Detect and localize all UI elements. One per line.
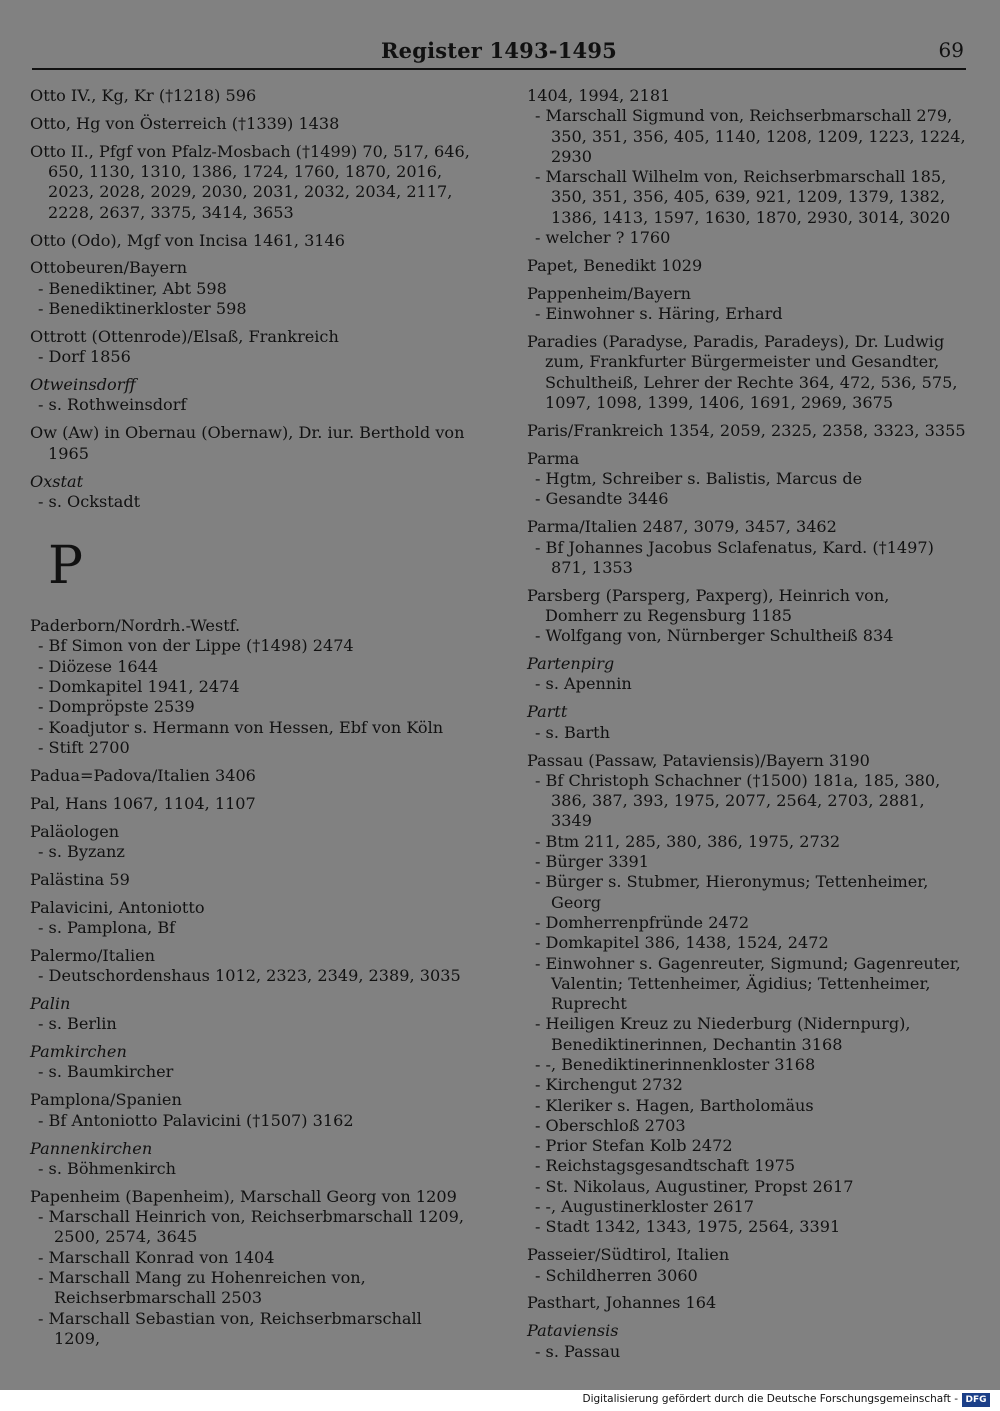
sub-entry: - s. Apennin — [535, 674, 632, 694]
entry-heading: 1404, 1994, 2181 — [527, 86, 671, 105]
index-entry — [527, 654, 967, 695]
sub-entry: - Schildherren 3060 — [535, 1265, 698, 1285]
index-entry — [527, 1245, 967, 1286]
index-entry — [30, 994, 470, 1035]
index-entry — [30, 423, 470, 464]
sub-entry: - Stift 2700 — [38, 737, 130, 757]
entry-heading: Pamplona/Spanien — [30, 1090, 182, 1110]
sub-entry: - Domkapitel 386, 1438, 1524, 2472 — [535, 933, 829, 953]
index-entry — [527, 586, 967, 647]
sub-entry: - Bf Simon von der Lippe (†1498) 2474 — [38, 636, 354, 656]
sub-entry: - s. Barth — [535, 722, 610, 742]
entry-heading: Padua=Padova/Italien 3406 — [30, 765, 256, 785]
right-column — [527, 86, 967, 1370]
entry-heading: Paderborn/Nordrh.-Westf. — [30, 616, 241, 636]
sub-entry: - Marschall Konrad von 1404 — [38, 1247, 275, 1267]
sub-entry: - s. Rothweinsdorf — [38, 395, 187, 415]
entry-heading: Parma — [527, 448, 580, 468]
index-entry — [527, 449, 967, 510]
sub-entry: - Gesandte 3446 — [535, 489, 669, 509]
entry-heading: Palästina 59 — [30, 869, 130, 889]
sub-entry: - Diözese 1644 — [38, 656, 159, 676]
index-entry — [527, 256, 967, 276]
sub-entry: - Marschall Heinrich von, Reichserbmarschall 1209, 2500, 2574, 3645 — [38, 1207, 464, 1247]
entry-heading: Otto (Odo), Mgf von Incisa 1461, 3146 — [30, 230, 346, 250]
sub-entry: - Einwohner s. Häring, Erhard — [535, 304, 783, 324]
entry-heading: Palavicini, Antoniotto — [30, 897, 205, 917]
entry-heading: Ow (Aw) in Obernau (Obernaw), Dr. iur. Berthold von 1965 — [30, 423, 465, 463]
sub-entry: - s. Baumkircher — [38, 1062, 174, 1082]
dfg-logo: DFG — [962, 1393, 990, 1407]
entry-heading: Otto IV., Kg, Kr (†1218) 596 — [30, 86, 257, 105]
sub-entry: - Marschall Mang zu Hohenreichen von, Reichserbmarschall 2503 — [38, 1267, 366, 1308]
sub-entry: - Bürger 3391 — [535, 852, 650, 872]
sub-entry: - Marschall Wilhelm von, Reichserbmarschall 185, 350, 351, 356, 405, 639, 921, 1209, 1379, 1382, 1386, 1413, 1597, 1630, 1870, 2930, 3014, 3020 — [535, 167, 951, 227]
entry-heading: Ottobeuren/Bayern — [30, 258, 188, 278]
entry-heading: Palin — [30, 994, 71, 1013]
sub-entry: - Benediktiner, Abt 598 — [38, 278, 227, 298]
sub-entry: - Kleriker s. Hagen, Bartholomäus — [535, 1095, 814, 1115]
entry-heading: Pappenheim/Bayern — [527, 283, 692, 303]
index-entry — [527, 1321, 967, 1362]
sub-entry: - Dorf 1856 — [38, 347, 131, 367]
entry-heading: Otto II., Pfgf von Pfalz-Mosbach (†1499) 70, 517, 646, 650, 1130, 1310, 1386, 1724, 1760, 1870, 2016, 2023, 2028, 2029, 2030, 2031, 2032, 2034, 2117, 2228, 2637, 3375, 3414, 3653 — [30, 141, 470, 222]
sub-entry: - s. Berlin — [38, 1014, 117, 1034]
index-entry — [30, 946, 470, 987]
sub-entry: - Bf Christoph Schachner (†1500) 181a, 185, 380, 386, 387, 393, 1975, 2077, 2564, 2703, 2881, 3349 — [535, 770, 941, 831]
funding-credit: Digitalisierung gefördert durch die Deutsche Forschungsgemeinschaft - — [582, 1393, 958, 1405]
running-header — [32, 36, 966, 70]
left-column — [30, 86, 470, 1357]
entry-heading: Palermo/Italien — [30, 945, 156, 965]
index-entry — [30, 258, 470, 319]
sub-entry: - Btm 211, 285, 380, 386, 1975, 2732 — [535, 831, 841, 851]
sub-entry: - -, Benediktinerinnenkloster 3168 — [535, 1055, 816, 1074]
entry-heading: Otto, Hg von Österreich (†1339) 1438 — [30, 113, 340, 133]
entry-heading: Passeier/Südtirol, Italien — [527, 1245, 730, 1265]
index-entry — [30, 472, 470, 513]
entry-heading: Pasthart, Johannes 164 — [527, 1293, 717, 1313]
sub-entry: - Bf Johannes Jacobus Sclafenatus, Kard. (†1497) 871, 1353 — [535, 537, 934, 577]
index-entry — [30, 114, 470, 134]
sub-entry: - Reichstagsgesandtschaft 1975 — [535, 1156, 796, 1176]
page-number: 69 — [938, 38, 964, 62]
index-entry — [30, 86, 470, 106]
entry-heading: Papenheim (Bapenheim), Marschall Georg von 1209 — [30, 1186, 457, 1206]
index-entry — [30, 327, 470, 368]
entry-heading: Papet, Benedikt 1029 — [527, 255, 703, 275]
sub-entry: - -, Augustinerkloster 2617 — [535, 1197, 754, 1217]
sub-entry: - Bürger s. Stubmer, Hieronymus; Tettenheimer, Georg — [535, 872, 929, 912]
index-entry — [30, 1187, 470, 1349]
sub-entry: - Wolfgang von, Nürnberger Schultheiß 834 — [535, 626, 894, 646]
entry-heading: Pannenkirchen — [30, 1138, 153, 1158]
entry-heading: Paris/Frankreich 1354, 2059, 2325, 2358, 3323, 3355 — [527, 420, 966, 440]
sub-entry: - Prior Stefan Kolb 2472 — [535, 1136, 733, 1156]
sub-entry: - Heiligen Kreuz zu Niederburg (Nidernpurg), Benediktinerinnen, Dechantin 3168 — [535, 1014, 911, 1054]
index-entry — [30, 1042, 470, 1083]
sub-entry: - s. Byzanz — [38, 841, 125, 861]
sub-entry: - Marschall Sigmund von, Reichserbmarschall 279, 350, 351, 356, 405, 1140, 1208, 1209, 1223, 1224, 2930 — [535, 106, 966, 166]
entry-heading: Parma/Italien 2487, 3079, 3457, 3462 — [527, 517, 837, 537]
sub-entry: - St. Nikolaus, Augustiner, Propst 2617 — [535, 1176, 854, 1196]
entry-heading: Paradies (Paradyse, Paradis, Paradeys), Dr. Ludwig zum, Frankfurter Bürgermeister und Gesandter, Schultheiß, Lehrer der Rechte 364, 472, 536, 575, 1097, 1098, 1399, 1406, 1691, 2969, 3675 — [527, 332, 958, 412]
sub-entry: - s. Böhmenkirch — [38, 1158, 177, 1178]
entry-heading: Parsberg (Parsperg, Paxperg), Heinrich von, Domherr zu Regensburg 1185 — [527, 585, 890, 625]
page-title: Register 1493-1495 — [381, 38, 617, 63]
index-entry — [527, 517, 967, 578]
sub-entry: - Deutschordenshaus 1012, 2323, 2349, 2389, 3035 — [38, 966, 461, 986]
index-entry — [30, 766, 470, 786]
index-entry — [527, 332, 967, 413]
sub-entry: - Koadjutor s. Hermann von Hessen, Ebf von Köln — [38, 717, 444, 737]
index-entry — [527, 1293, 967, 1313]
index-entry — [527, 284, 967, 325]
sub-entry: - s. Passau — [535, 1341, 621, 1361]
index-entry — [527, 421, 967, 441]
index-entry — [30, 822, 470, 863]
index-entry — [30, 870, 470, 890]
sub-entry: - Domkapitel 1941, 2474 — [38, 676, 240, 696]
footer-bar — [0, 1390, 1000, 1411]
index-entry-continued — [527, 86, 967, 248]
entry-heading: Pamkirchen — [30, 1042, 127, 1062]
entry-heading: Paläologen — [30, 821, 120, 841]
section-letter: P — [48, 536, 83, 597]
sub-entry: - Stadt 1342, 1343, 1975, 2564, 3391 — [535, 1217, 841, 1237]
sub-entry: - s. Pamplona, Bf — [38, 917, 176, 937]
sub-entry: - Benediktinerkloster 598 — [38, 299, 247, 319]
entry-heading: Pataviensis — [527, 1321, 619, 1341]
entry-heading: Ottrott (Ottenrode)/Elsaß, Frankreich — [30, 326, 339, 346]
sub-entry: - s. Ockstadt — [38, 491, 141, 511]
index-entry — [30, 898, 470, 939]
sub-entry: - Einwohner s. Gagenreuter, Sigmund; Gagenreuter, Valentin; Tettenheimer, Ägidius; Tettenheimer, Ruprecht — [535, 953, 961, 1014]
entry-heading: Otweinsdorff — [30, 375, 136, 395]
index-entry — [30, 1090, 470, 1131]
sub-entry: - Hgtm, Schreiber s. Balistis, Marcus de — [535, 469, 863, 489]
sub-entry: - Oberschloß 2703 — [535, 1115, 686, 1135]
sub-entry: - Marschall Sebastian von, Reichserbmarschall 1209, — [38, 1308, 422, 1348]
entry-heading: Partt — [527, 702, 568, 722]
index-entry — [30, 231, 470, 251]
sub-entry: - Bf Antoniotto Palavicini (†1507) 3162 — [38, 1110, 354, 1130]
index-entry — [527, 751, 967, 1238]
index-entry — [30, 142, 470, 223]
sub-entry: - Kirchengut 2732 — [535, 1075, 683, 1095]
index-entry — [30, 1139, 470, 1180]
sub-entry: - welcher ? 1760 — [535, 228, 671, 248]
entry-heading: Pal, Hans 1067, 1104, 1107 — [30, 793, 256, 813]
entry-heading: Passau (Passaw, Pataviensis)/Bayern 3190 — [527, 750, 870, 770]
index-entry — [30, 616, 470, 758]
entry-heading: Oxstat — [30, 471, 84, 491]
sub-entry: - Domherrenpfründe 2472 — [535, 912, 750, 932]
entry-heading: Partenpirg — [527, 654, 615, 674]
sub-entry: - Dompröpste 2539 — [38, 697, 195, 717]
index-entry — [30, 375, 470, 416]
index-entry — [527, 702, 967, 743]
index-entry — [30, 794, 470, 814]
